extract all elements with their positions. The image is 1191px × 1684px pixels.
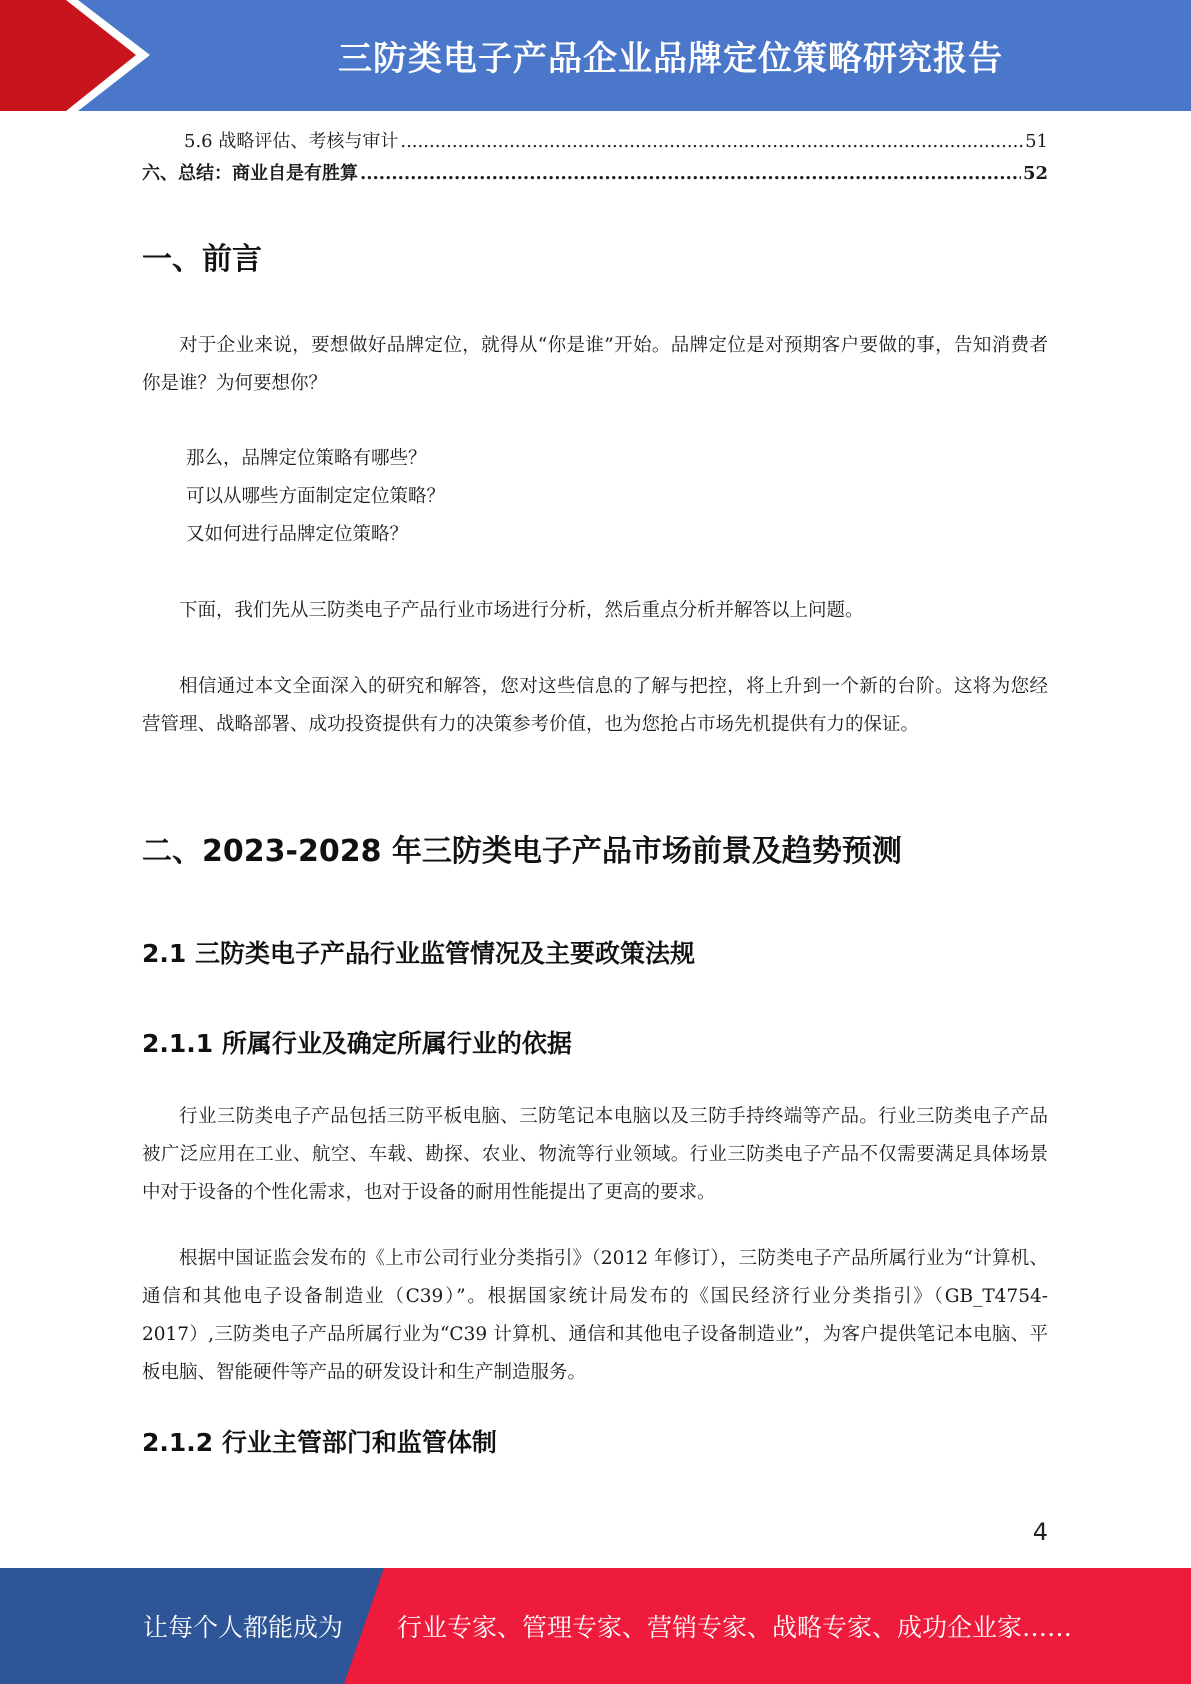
question-line: 又如何进行品牌定位策略？ bbox=[186, 524, 409, 545]
toc-entry[interactable] bbox=[142, 162, 1048, 186]
toc-entry-label: 5.6 战略评估、考核与审计 bbox=[184, 131, 399, 152]
section-heading-market: 二、2023-2028 年三防类电子产品市场前景及趋势预测 bbox=[142, 834, 902, 869]
paragraph: 根据中国证监会发布的《上市公司行业分类指引》（2012 年修订），三防类电子产品所属行业为“计算机、通信和其他电子设备制造业（C39）”。根据国家统计局发布的《国民经济行业分类指引》（GB_T4754-2017）,三防类电子产品所属行业为“C39 计算机、通信和其他电子设备制造业”，为客户提供笔记本电脑、平板电脑、智能硬件等产品的研发设计和生产制造服务。 bbox=[142, 1248, 1048, 1383]
footer-slogan-left: 让每个人都能成为 bbox=[143, 1613, 344, 1642]
question-line: 可以从哪些方面制定定位策略？ bbox=[186, 486, 446, 507]
section-heading-preface: 一、前言 bbox=[142, 242, 262, 277]
toc-entry[interactable] bbox=[142, 130, 1048, 154]
subsection-heading: 2.1 三防类电子产品行业监管情况及主要政策法规 bbox=[142, 939, 695, 968]
toc-entry-label: 六、总结：商业自是有胜算 bbox=[142, 163, 358, 184]
toc-leader-dots bbox=[400, 130, 1023, 154]
paragraph: 下面，我们先从三防类电子产品行业市场进行分析，然后重点分析并解答以上问题。 bbox=[179, 600, 864, 621]
question-line: 那么，品牌定位策略有哪些？ bbox=[186, 448, 427, 469]
toc-entry-page: 51 bbox=[1025, 131, 1048, 152]
paragraph: 行业三防类电子产品包括三防平板电脑、三防笔记本电脑以及三防手持终端等产品。行业三防类电子产品被广泛应用在工业、航空、车载、勘探、农业、物流等行业领域。行业三防类电子产品不仅需要满足具体场景中对于设备的个性化需求，也对于设备的耐用性能提出了更高的要求。 bbox=[142, 1106, 1048, 1203]
header-banner bbox=[0, 0, 1191, 111]
red-chevron-accent bbox=[0, 0, 160, 111]
toc-entry-page: 52 bbox=[1022, 163, 1048, 184]
subsection-heading: 2.1.2 行业主管部门和监管体制 bbox=[142, 1428, 497, 1457]
footer-banner bbox=[0, 1568, 1191, 1684]
paragraph: 相信通过本文全面深入的研究和解答，您对这些信息的了解与把控，将上升到一个新的台阶。这将为您经营管理、战略部署、成功投资提供有力的决策参考价值，也为您抢占市场先机提供有力的保证。 bbox=[142, 676, 1048, 735]
toc-leader-dots bbox=[360, 162, 1021, 186]
paragraph: 对于企业来说，要想做好品牌定位，就得从“你是谁”开始。品牌定位是对预期客户要做的事，告知消费者你是谁？为何要想你？ bbox=[142, 335, 1048, 394]
footer-slogan-right: 行业专家、管理专家、营销专家、战略专家、成功企业家…… bbox=[397, 1613, 1073, 1642]
report-title: 三防类电子产品企业品牌定位策略研究报告 bbox=[338, 39, 1003, 79]
subsection-heading: 2.1.1 所属行业及确定所属行业的依据 bbox=[142, 1029, 572, 1058]
page-number: 4 bbox=[1032, 1518, 1048, 1546]
